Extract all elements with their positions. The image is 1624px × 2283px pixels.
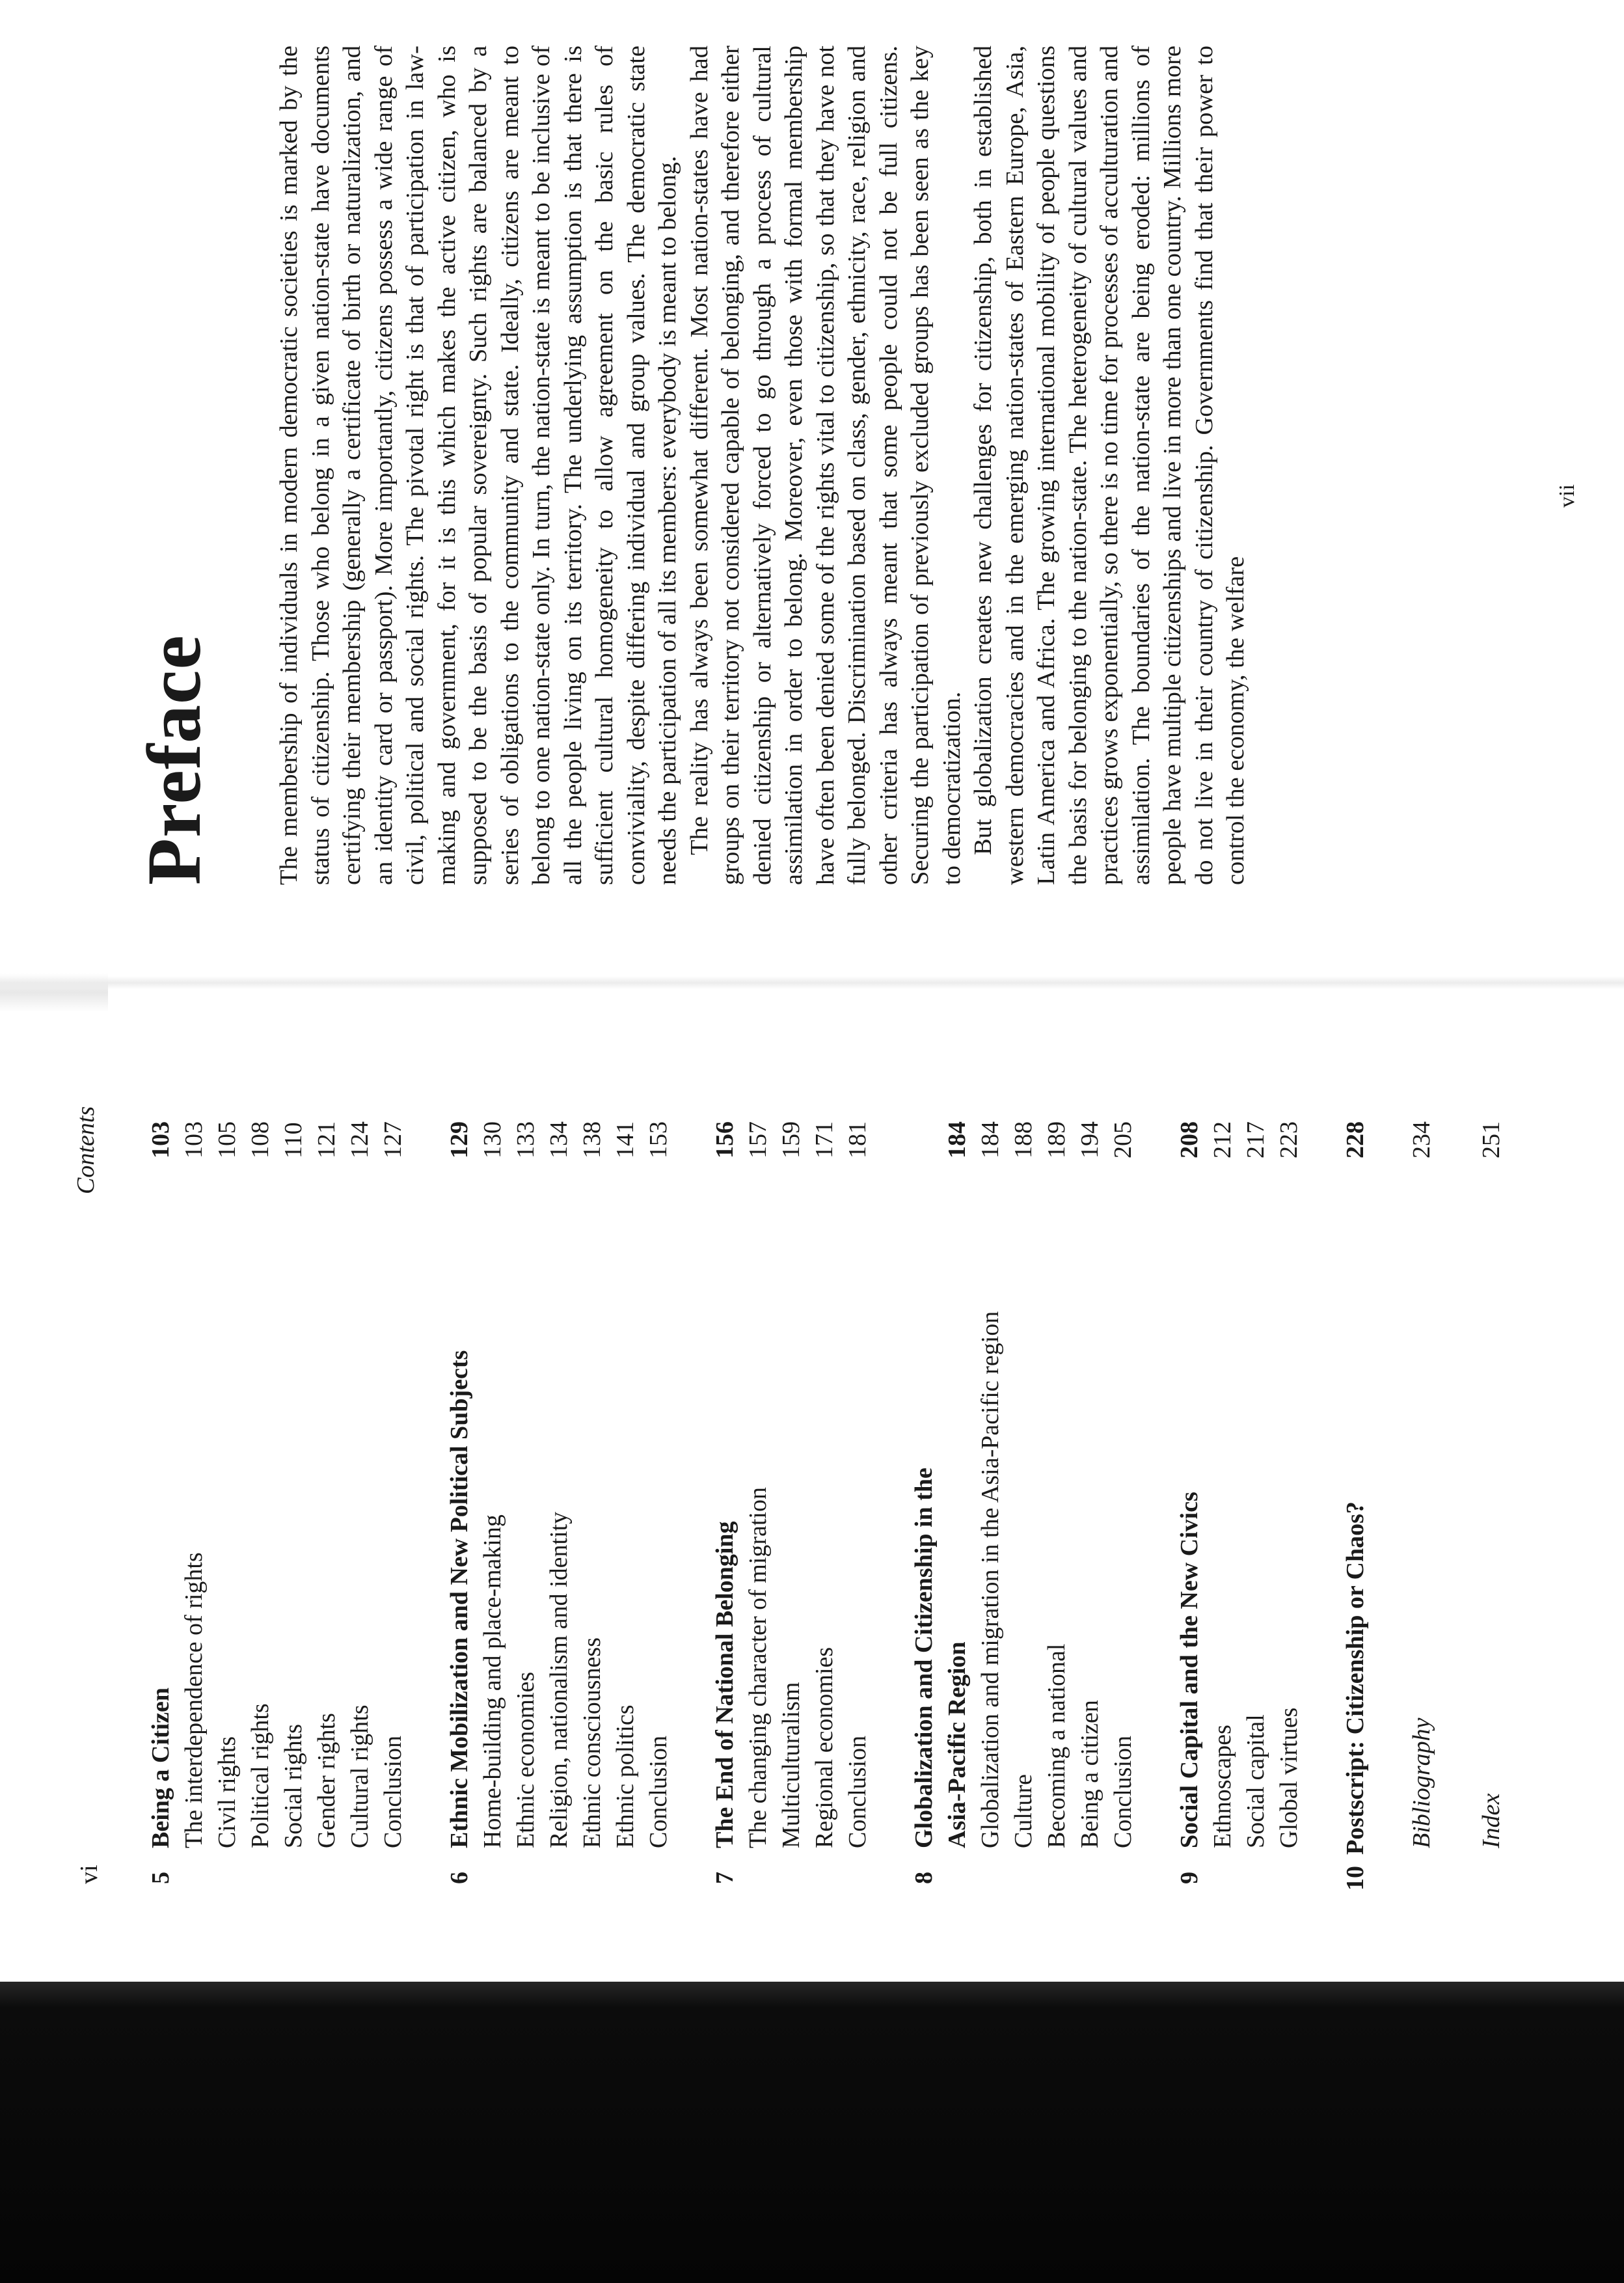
section-title: Conclusion bbox=[1109, 1735, 1137, 1848]
page-number: vii bbox=[1555, 484, 1579, 508]
section-page: 103 bbox=[180, 1121, 208, 1158]
section-page: 153 bbox=[645, 1121, 672, 1158]
section-title: Multiculturalism bbox=[778, 1682, 805, 1848]
section-page: 188 bbox=[1010, 1121, 1037, 1158]
chapter-number: 8 bbox=[910, 1872, 938, 1884]
back-matter-title: Bibliography bbox=[1408, 1717, 1435, 1848]
chapter-title-line2: Asia-Pacific Region bbox=[943, 1641, 971, 1848]
section-title: Civil rights bbox=[213, 1736, 241, 1848]
section-page: 127 bbox=[379, 1121, 407, 1158]
section-title: Gender rights bbox=[313, 1713, 340, 1848]
paragraph: But globalization creates new challenges for citizenship, both in established western democracies and in the emerging nation-states of Eastern Europe, Asia, Latin America and Africa. The growing international mobility of people questions the basis for belonging to the nation-state. The heterogeneity of cultural values and practices grows exponentially, so there is no time for processes of acculturation and assimilation. The boundaries of the nation-state are being eroded: millions of people have multiple citizenships and live in more than one country. Millions more do not live in their country of citizenship. Governments find that their power to control the economy, the welfare bbox=[969, 46, 1249, 885]
section-title: Conclusion bbox=[379, 1735, 407, 1848]
chapter-page: 184 bbox=[943, 1121, 971, 1158]
section-title: Conclusion bbox=[844, 1735, 871, 1848]
section-page: 110 bbox=[280, 1122, 307, 1158]
chapter-page: 208 bbox=[1176, 1121, 1203, 1158]
chapter-title: Postscript: Citizenship or Chaos? bbox=[1342, 1501, 1369, 1855]
section-title: Political rights bbox=[247, 1703, 274, 1848]
chapter-number: 6 bbox=[446, 1872, 473, 1884]
section-page: 217 bbox=[1242, 1121, 1269, 1158]
section-title: Being a citizen bbox=[1076, 1700, 1103, 1848]
section-title: Religion, nationalism and identity bbox=[545, 1511, 573, 1848]
chapter-page: 103 bbox=[147, 1121, 174, 1158]
section-page: 134 bbox=[545, 1121, 573, 1158]
section-title: Ethnoscapes bbox=[1209, 1725, 1236, 1848]
section-page: 108 bbox=[247, 1121, 274, 1158]
preface-page bbox=[0, 0, 1624, 976]
preface-body bbox=[273, 46, 1252, 885]
section-page: 130 bbox=[479, 1121, 506, 1158]
section-page: 189 bbox=[1043, 1121, 1070, 1158]
preface-frame bbox=[0, 0, 1624, 976]
section-title: Ethnic consciousness bbox=[578, 1637, 606, 1848]
back-matter-page: 234 bbox=[1408, 1121, 1435, 1158]
section-page: 171 bbox=[811, 1121, 838, 1158]
section-page: 121 bbox=[313, 1121, 340, 1158]
chapter-page: 156 bbox=[711, 1121, 738, 1158]
chapter-page: 228 bbox=[1342, 1121, 1369, 1158]
section-title: Culture bbox=[1010, 1774, 1037, 1848]
book-gutter bbox=[0, 976, 1624, 989]
section-page: 181 bbox=[844, 1121, 871, 1158]
chapter-number: 9 bbox=[1176, 1872, 1203, 1884]
contents-list bbox=[0, 989, 1624, 1982]
section-page: 124 bbox=[346, 1121, 373, 1158]
section-page: 205 bbox=[1109, 1121, 1137, 1158]
chapter-title: Being a Citizen bbox=[147, 1688, 174, 1848]
section-title: Ethnic politics bbox=[612, 1704, 639, 1848]
paragraph: The reality has always been somewhat different. Most nation-states have had groups on their territory not considered capable of belonging, and therefore either denied citizenship or alternatively forced to go through a process of cultural assimilation in order to belong. Moreover, even those with formal membership have often been denied some of the rights vital to citizenship, so that they have not fully belonged. Discrimination based on class, gender, ethnicity, race, religion and other criteria has always meant that some people could not be full citizens. Securing the participation of previously excluded groups has been seen as the key to democratization. bbox=[685, 46, 966, 885]
contents-frame bbox=[0, 989, 1624, 1965]
section-page: 194 bbox=[1076, 1121, 1103, 1158]
section-page: 133 bbox=[512, 1121, 539, 1158]
back-matter-page: 251 bbox=[1478, 1121, 1506, 1158]
chapter-number: 7 bbox=[711, 1872, 738, 1884]
chapter-title: Ethnic Mobilization and New Political Subjects bbox=[446, 1350, 473, 1848]
section-title: Social rights bbox=[280, 1723, 307, 1848]
chapter-title: The End of National Belonging bbox=[711, 1521, 738, 1848]
page-title: Preface bbox=[131, 635, 217, 885]
chapter-title: Social Capital and the New Civics bbox=[1176, 1492, 1203, 1848]
section-title: Cultural rights bbox=[346, 1704, 373, 1848]
section-title: Social capital bbox=[1242, 1714, 1269, 1848]
contents-page bbox=[0, 989, 1624, 1982]
section-title: Conclusion bbox=[645, 1735, 672, 1848]
page-number: vi bbox=[75, 1865, 103, 1884]
chapter-number: 5 bbox=[147, 1872, 174, 1884]
section-title: Becoming a national bbox=[1043, 1643, 1070, 1848]
section-page: 159 bbox=[778, 1121, 805, 1158]
back-matter-title: Index bbox=[1478, 1793, 1506, 1848]
chapter-page: 129 bbox=[446, 1121, 473, 1158]
section-page: 141 bbox=[612, 1121, 639, 1158]
chapter-number: 10 bbox=[1342, 1866, 1369, 1891]
chapter-title: Globalization and Citizenship in the bbox=[910, 1468, 938, 1848]
scanner-edge bbox=[0, 1982, 1624, 2283]
section-page: 223 bbox=[1275, 1121, 1303, 1158]
section-title: Regional economies bbox=[811, 1647, 838, 1848]
section-title: The interdependence of rights bbox=[180, 1552, 208, 1848]
section-page: 105 bbox=[213, 1121, 241, 1158]
section-page: 184 bbox=[977, 1121, 1004, 1158]
section-title: Home-building and place-making bbox=[479, 1514, 506, 1848]
section-title: The changing character of migration bbox=[744, 1487, 772, 1848]
section-title: Ethnic economies bbox=[512, 1671, 539, 1848]
section-title: Global virtues bbox=[1275, 1707, 1303, 1848]
section-page: 138 bbox=[578, 1121, 606, 1158]
paragraph: The membership of individuals in modern democratic societies is marked by the status of citizenship. Those who belong in a given nation-state have documents certifying their membership (generally a certificate of birth or naturalization, and an identity card or passport). More importantly, citizens possess a wide range of civil, political and social rights. The pivotal right is that of participation in law-making and government, for it is this which makes the active citizen, who is supposed to be the basis of popular sovereignty. Such rights are balanced by a series of obligations to the community and state. Ideally, citizens are meant to belong to one nation-state only. In turn, the nation-state is meant to be inclusive of all the people living on its territory. The underlying assumption is that there is sufficient cultural homogeneity to allow agreement on the basic rules of conviviality, despite differing individual and group values. The democratic state needs the participation of all its members: everybody is meant to belong. bbox=[275, 46, 681, 885]
section-page: 212 bbox=[1209, 1121, 1236, 1158]
running-head: Contents bbox=[72, 1106, 100, 1194]
section-title: Globalization and migration in the Asia-Pacific region bbox=[977, 1311, 1004, 1848]
section-page: 157 bbox=[744, 1121, 772, 1158]
